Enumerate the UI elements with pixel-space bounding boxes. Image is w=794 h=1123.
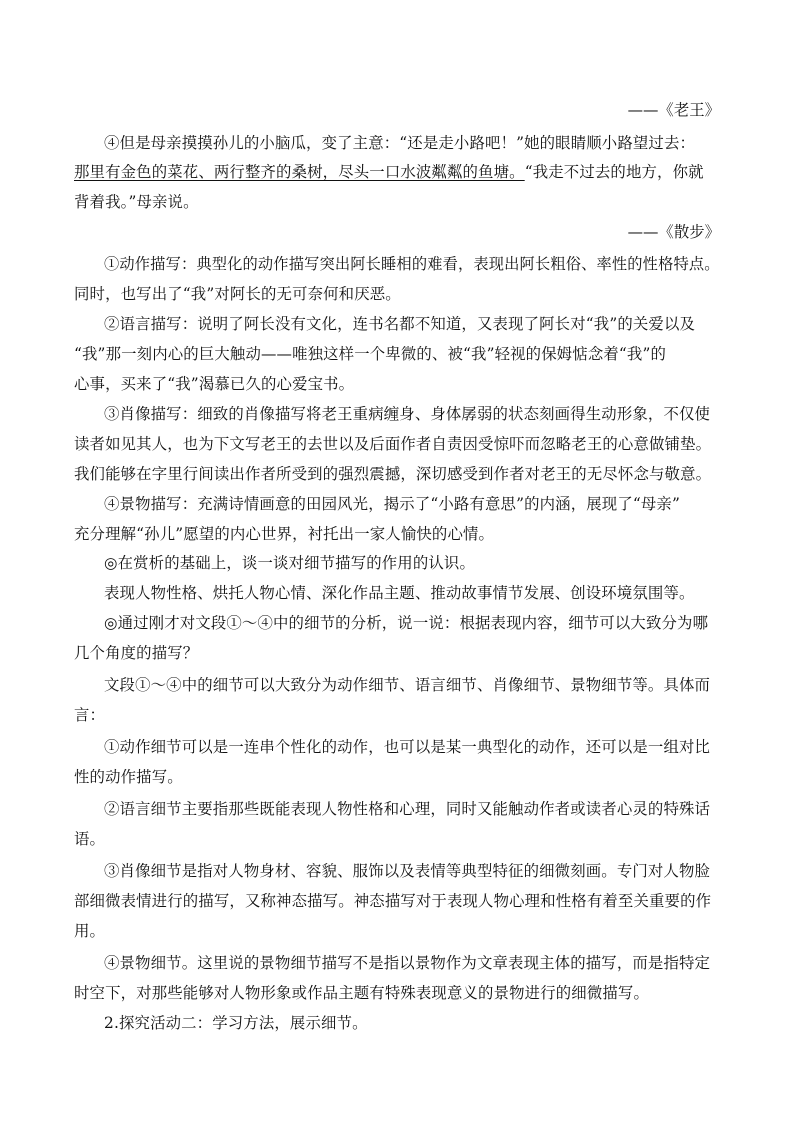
detail4-line2: 时空下，对那些能够对人物形象或作品主题有特殊表现意义的景物进行的细微描写。: [74, 984, 650, 1002]
analysis2-line1: ②语言描写：说明了阿长没有文化，连书名都不知道，又表现了阿长对“我”的关爱以及: [104, 315, 696, 333]
analysis3-line3: 我们能够在字里行间读出作者所受到的强烈震撼，深切感受到作者对老王的无尽怀念与敬意。: [74, 465, 712, 483]
detail3-line3: 用。: [74, 922, 106, 940]
question2-line2: 几个角度的描写？: [74, 644, 199, 662]
answer2-line1: 文段①～④中的细节可以大致分为动作细节、语言细节、肖像细节、景物细节等。具体而: [104, 676, 711, 694]
question1: ◎在赏析的基础上，谈一谈对细节描写的作用的认识。: [104, 554, 476, 572]
detail3-line1: ③肖像细节是指对人物身材、容貌、服饰以及表情等典型特征的细微刻画。专门对人物脸: [104, 862, 711, 880]
analysis1-line2: 同时，也写出了“我”对阿长的无可奈何和厌恶。: [74, 285, 401, 303]
answer2-line2: 言：: [74, 706, 106, 724]
quote4-underlined-text: 那里有金色的菜花、两行整齐的桑树，尽头一口水波粼粼的鱼塘。: [74, 163, 525, 181]
detail4-line1: ④景物细节。这里说的景物细节描写不是指以景物作为文章表现主体的描写，而是指特定: [104, 954, 711, 972]
detail2-line2: 语。: [74, 830, 106, 848]
analysis2-line3: 心事，买来了“我”渴慕已久的心爱宝书。: [74, 375, 355, 393]
detail1-line1: ①动作细节可以是一连串个性化的动作，也可以是某一典型化的动作，还可以是一组对比: [104, 738, 711, 756]
analysis2-line2: “我”那一刻内心的巨大触动——唯独这样一个卑微的、被“我”轻视的保姆惦念着“我”的: [74, 345, 667, 363]
source-attribution-sanbu: ——《散步》: [627, 223, 720, 241]
activity2-heading: 2.探究活动二：学习方法，展示细节。: [104, 1014, 368, 1032]
quote4-line1: ④但是母亲摸摸孙儿的小脑瓜，变了主意：“还是走小路吧！”她的眼睛顺小路望过去：: [104, 134, 696, 152]
detail1-line2: 性的动作描写。: [74, 768, 183, 786]
quote4-line3: 背着我。”母亲说。: [74, 193, 199, 211]
quote4-line2: [74, 162, 704, 182]
question2-line1: ◎通过刚才对文段①～④中的细节的分析，说一说：根据表现内容，细节可以大致分为哪: [104, 614, 709, 632]
source-attribution-laowang: ——《老王》: [627, 101, 720, 119]
analysis4-line2: 充分理解“孙儿”愿望的内心世界，衬托出一家人愉快的心情。: [74, 525, 495, 543]
detail3-line2: 部细微表情进行的描写，又称神态描写。神态描写对于表现人物心理和性格有着至关重要的作: [74, 892, 712, 910]
answer1: 表现人物性格、烘托人物心情、深化作品主题、推动故事情节发展、创设环境氛围等。: [104, 584, 695, 602]
quote4-line2-rest: “我走不过去的地方，你就: [524, 163, 704, 181]
analysis1-line1: ①动作描写：典型化的动作描写突出阿长睡相的难看，表现出阿长粗俗、率性的性格特点。: [104, 255, 720, 273]
analysis3-line2: 读者如见其人，也为下文写老王的去世以及后面作者自责因受惊吓而忽略老王的心意做铺垫。: [74, 435, 712, 453]
analysis3-line1: ③肖像描写：细致的肖像描写将老王重病缠身、身体孱弱的状态刻画得生动形象，不仅使: [104, 405, 711, 423]
analysis4-line1: ④景物描写：充满诗情画意的田园风光，揭示了“小路有意思”的内涵，展现了“母亲”: [104, 495, 680, 513]
detail2-line1: ②语言细节主要指那些既能表现人物性格和心理，同时又能触动作者或读者心灵的特殊话: [104, 800, 711, 818]
